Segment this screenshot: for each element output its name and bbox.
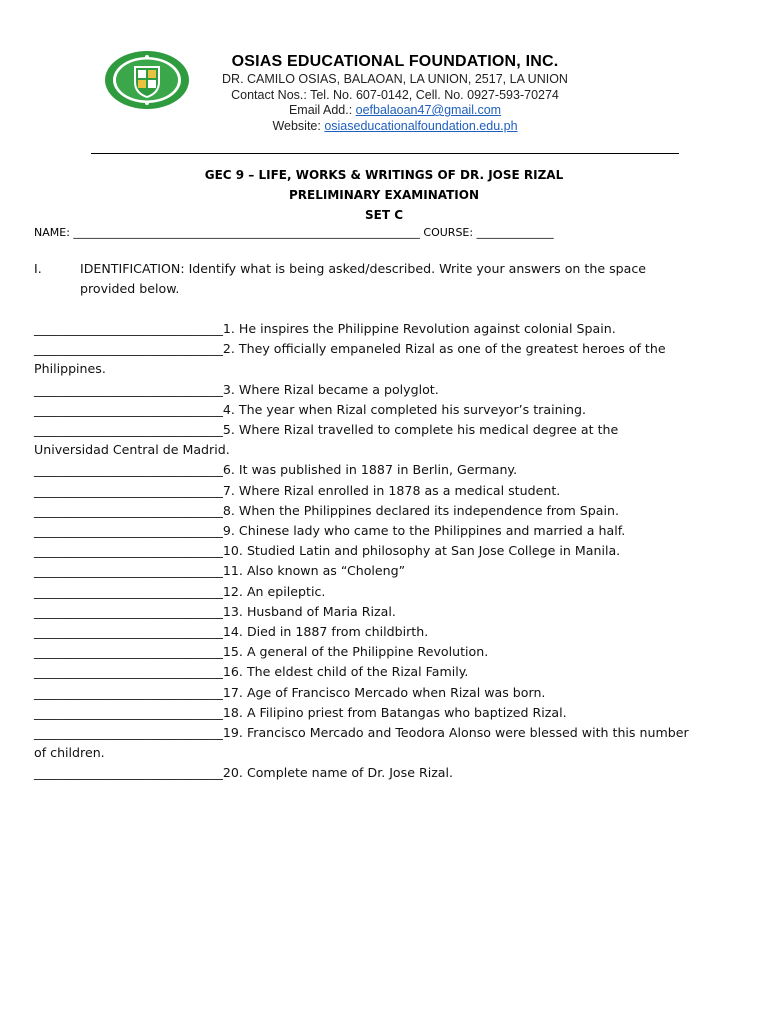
name-label: NAME: — [34, 226, 70, 239]
student-info-line — [34, 226, 684, 239]
question-item — [34, 723, 696, 763]
email-link[interactable]: oefbalaoan47@gmail.com — [355, 103, 502, 117]
question-item — [34, 420, 696, 460]
answer-blank[interactable]: ______________________________ — [34, 765, 223, 781]
question-item — [34, 582, 696, 602]
question-item — [34, 501, 696, 521]
question-text: 2. They officially empaneled Rizal as one of the greatest heroes of the Philippines. — [34, 341, 666, 377]
answer-blank[interactable]: ______________________________ — [34, 341, 223, 357]
letterhead-text — [195, 52, 595, 134]
question-text: 9. Chinese lady who came to the Philippines and married a half. — [222, 523, 626, 539]
section-instruction: IDENTIFICATION: Identify what is being asked/described. Write your answers on the space provided below. — [80, 261, 647, 296]
website-line — [195, 119, 595, 135]
question-text: 15. A general of the Philippine Revolution. — [222, 644, 489, 660]
question-item — [34, 460, 696, 480]
answer-blank[interactable]: ______________________________ — [34, 502, 223, 518]
answer-blank[interactable]: ______________________________ — [34, 725, 223, 741]
exam-titles — [0, 165, 768, 225]
question-item — [34, 319, 696, 339]
answer-blank[interactable]: ______________________________ — [34, 381, 223, 397]
answer-blank[interactable]: ______________________________ — [34, 563, 223, 579]
answer-blank[interactable]: ______________________________ — [34, 684, 223, 700]
question-item — [34, 339, 696, 379]
name-blank[interactable]: _______________________________________________________________ — [73, 226, 420, 239]
question-item — [34, 622, 696, 642]
question-item — [34, 521, 696, 541]
answer-blank[interactable]: ______________________________ — [34, 422, 223, 438]
answer-blank[interactable]: ______________________________ — [34, 462, 223, 478]
website-link[interactable]: osiaseducationalfoundation.edu.ph — [324, 118, 518, 133]
question-text: 14. Died in 1887 from childbirth. — [222, 624, 429, 640]
answer-blank[interactable]: ______________________________ — [34, 401, 223, 417]
email-label: Email Add.: — [288, 103, 356, 117]
course-label: COURSE: — [423, 226, 474, 239]
question-item — [34, 683, 696, 703]
letterhead — [0, 0, 768, 150]
question-item — [34, 642, 696, 662]
answer-blank[interactable]: ______________________________ — [34, 523, 223, 539]
question-text: 13. Husband of Maria Rizal. — [222, 603, 396, 619]
question-text: 16. The eldest child of the Rizal Family. — [222, 664, 469, 680]
answer-blank[interactable]: ______________________________ — [34, 603, 223, 619]
question-item — [34, 400, 696, 420]
question-item — [34, 602, 696, 622]
section-number: I. — [34, 261, 42, 276]
question-text: 20. Complete name of Dr. Jose Rizal. — [222, 765, 454, 781]
organization-name: OSIAS EDUCATIONAL FOUNDATION, INC. — [231, 53, 559, 70]
question-text: 11. Also known as “Choleng” — [222, 563, 406, 579]
question-text: 19. Francisco Mercado and Teodora Alonso were blessed with this number of children. — [34, 725, 689, 761]
header-divider — [91, 153, 679, 154]
question-item — [34, 763, 696, 783]
question-text: 8. When the Philippines declared its independence from Spain. — [222, 502, 619, 518]
website-label: Website: — [272, 118, 325, 133]
answer-blank[interactable]: ______________________________ — [34, 543, 223, 559]
answer-blank[interactable]: ______________________________ — [34, 624, 223, 640]
question-item — [34, 481, 696, 501]
question-text: 4. The year when Rizal completed his surveyor’s training. — [222, 401, 587, 417]
question-item — [34, 703, 696, 723]
question-item — [34, 662, 696, 682]
question-item — [34, 380, 696, 400]
question-text: 18. A Filipino priest from Batangas who baptized Rizal. — [222, 704, 567, 720]
question-list — [34, 319, 696, 784]
address: DR. CAMILO OSIAS, BALAOAN, LA UNION, 2517, LA UNION — [222, 72, 568, 86]
answer-blank[interactable]: ______________________________ — [34, 482, 223, 498]
contact-numbers: Contact Nos.: Tel. No. 607-0142, Cell. No. 0927-593-70274 — [231, 87, 559, 102]
email-line — [195, 103, 595, 119]
answer-blank[interactable]: ______________________________ — [34, 704, 223, 720]
question-text: 3. Where Rizal became a polyglot. — [222, 381, 439, 397]
answer-blank[interactable]: ______________________________ — [34, 583, 223, 599]
question-text: 6. It was published in 1887 in Berlin, Germany. — [222, 462, 518, 478]
question-text: 1. He inspires the Philippine Revolution against colonial Spain. — [222, 321, 616, 336]
question-text: 10. Studied Latin and philosophy at San Jose College in Manila. — [222, 543, 621, 559]
answer-blank[interactable]: ______________________________ — [34, 664, 223, 680]
course-title: GEC 9 – LIFE, WORKS & WRITINGS OF DR. JOSE RIZAL — [204, 168, 564, 182]
answer-blank[interactable]: ______________________________ — [34, 644, 223, 660]
answer-blank[interactable]: ______________________________ — [34, 321, 223, 336]
question-text: 17. Age of Francisco Mercado when Rizal was born. — [222, 684, 546, 700]
question-text: 5. Where Rizal travelled to complete his medical degree at the Universidad Central de Madrid. — [34, 422, 619, 458]
question-item — [34, 541, 696, 561]
question-text: 12. An epileptic. — [222, 583, 326, 599]
question-item — [34, 561, 696, 581]
question-text: 7. Where Rizal enrolled in 1878 as a medical student. — [222, 482, 561, 498]
course-blank[interactable]: ______________ — [476, 226, 554, 239]
school-seal-logo — [104, 50, 190, 110]
exam-title: PRELIMINARY EXAMINATION — [289, 188, 479, 202]
set-title: SET C — [364, 208, 403, 222]
